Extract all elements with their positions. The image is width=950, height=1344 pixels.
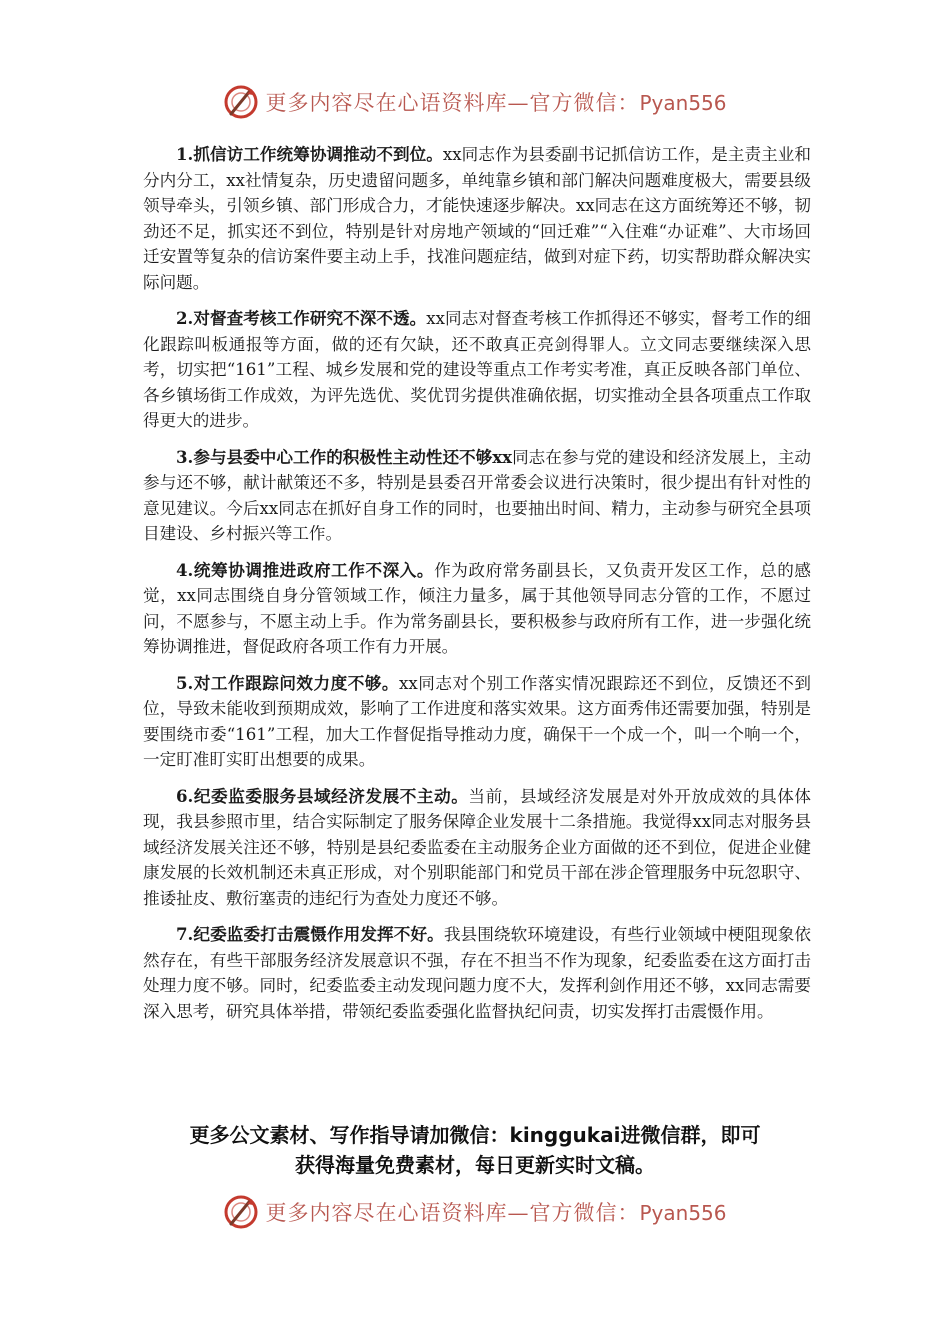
document-body xyxy=(143,142,811,1035)
section-6-text: 当前，县域经济发展是对外开放成效的具体体现，我县参照市里，结合实际制定了服务保障企业发展十二条措施。我觉得xx同志对服务县域经济发展关注还不够，特别是县纪委监委在主动服务企业方面做的还不到位，促进企业健康发展的长效机制还未真正形成，对个别职能部门和党员干部在涉企管理服务中玩忽职守、推诿扯皮、敷衍塞责的违纪行为查处力度还不够。 xyxy=(143,786,812,908)
section-3-text: 同志在参与党的建设和经济发展上，主动参与还不够，献计献策还不多，特别是县委召开常委会议进行决策时，很少提出有针对性的意见建议。今后xx同志在抓好自身工作的同时，也要抽出时间、精力，主动参与研究全县项目建设、乡村振兴等工作。 xyxy=(143,447,811,543)
footer-banner-wechat-id: Pyan556 xyxy=(639,1201,727,1225)
section-1 xyxy=(143,142,811,295)
section-2-text: xx同志对督查考核工作抓得还不够实，督考工作的细化跟踪叫板通报等方面，做的还有欠缺，还不敢真正亮剑得罪人。立文同志要继续深入思考，切实把“161”工程、城乡发展和党的建设等重点工作考实考准，真正反映各部门单位、各乡镇场街工作成效，为评先选优、奖优罚劣提供准确依据，切实推动全县各项重点工作取得更大的进步。 xyxy=(143,309,811,430)
section-5-text: xx同志对个别工作落实情况跟踪还不到位，反馈还不到位，导致未能收到预期成效，影响了工作进度和落实效果。这方面秀伟还需要加强，特别是要围绕市委“161”工程，加大工作督促指导推动力度，确保干一个成一个，叫一个响一个，一定盯准盯实盯出想要的成果。 xyxy=(143,673,811,769)
header-banner-wechat-id: Pyan556 xyxy=(639,91,727,115)
brand-logo-icon xyxy=(223,84,259,120)
promo-notice xyxy=(120,1120,830,1180)
brand-logo-icon xyxy=(223,1194,259,1230)
section-5-heading: 5.对工作跟踪问效力度不够。 xyxy=(176,672,400,693)
section-3-heading: 3.参与县委中心工作的积极性主动性还不够xx xyxy=(176,446,513,467)
section-4-text: 作为政府常务副县长，又负责开发区工作，总的感觉，xx同志围绕自身分管领域工作，倾注力量多，属于其他领导同志分管的工作，不愿过问，不愿参与，不愿主动上手。作为常务副县长，要积极参与政府所有工作，进一步强化统筹协调推进，督促政府各项工作有力开展。 xyxy=(143,560,811,656)
promo-line-2: 获得海量免费素材，每日更新实时文稿。 xyxy=(295,1153,655,1177)
section-7-text: 我县围绕软环境建设，有些行业领域中梗阻现象依然存在，有些干部服务经济发展意识不强，存在不担当不作为现象，纪委监委在这方面打击处理力度不够。同时，纪委监委主动发现问题力度不大，发挥利剑作用还不够，xx同志需要深入思考，研究具体举措，带领纪委监委强化监督执纪问责，切实发挥打击震慑作用。 xyxy=(143,925,812,1021)
section-1-text: xx同志作为县委副书记抓信访工作，是主责主业和分内分工，xx社情复杂，历史遗留问题多，单纯靠乡镇和部门解决问题难度极大，需要县级领导牵头，引领乡镇、部门形成合力，才能快速逐步解决。xx同志在这方面统筹还不够，韧劲还不足，抓实还不到位，特别是针对房地产领域的“回迁难”“入住难“办证难”、大市场回迁安置等复杂的信访案件要主动上手，找准问题症结，做到对症下药，切实帮助群众解决实际问题。 xyxy=(143,145,812,292)
section-2-heading: 2.对督查考核工作研究不深不透。 xyxy=(176,308,427,328)
section-4 xyxy=(143,558,811,660)
footer-watermark-banner xyxy=(0,1190,950,1234)
section-6 xyxy=(143,784,811,912)
section-1-heading: 1.抓信访工作统筹协调推动不到位。 xyxy=(176,144,443,164)
header-watermark-banner xyxy=(0,80,950,124)
section-4-heading: 4.统筹协调推进政府工作不深入。 xyxy=(176,559,435,580)
promo-line-1: 更多公文素材、写作指导请加微信：kinggukai进微信群，即可 xyxy=(189,1123,761,1147)
footer-banner-text: 更多内容尽在心语资料库—官方微信：Pyan556 xyxy=(265,1201,727,1225)
section-6-heading: 6.纪委监委服务县域经济发展不主动。 xyxy=(176,785,469,806)
section-7 xyxy=(143,922,811,1024)
header-banner-text: 更多内容尽在心语资料库—官方微信：Pyan556 xyxy=(265,91,727,115)
section-5 xyxy=(143,671,811,773)
section-7-heading: 7.纪委监委打击震慑作用发挥不好。 xyxy=(176,924,444,944)
section-3 xyxy=(143,445,811,547)
section-2 xyxy=(143,306,811,434)
